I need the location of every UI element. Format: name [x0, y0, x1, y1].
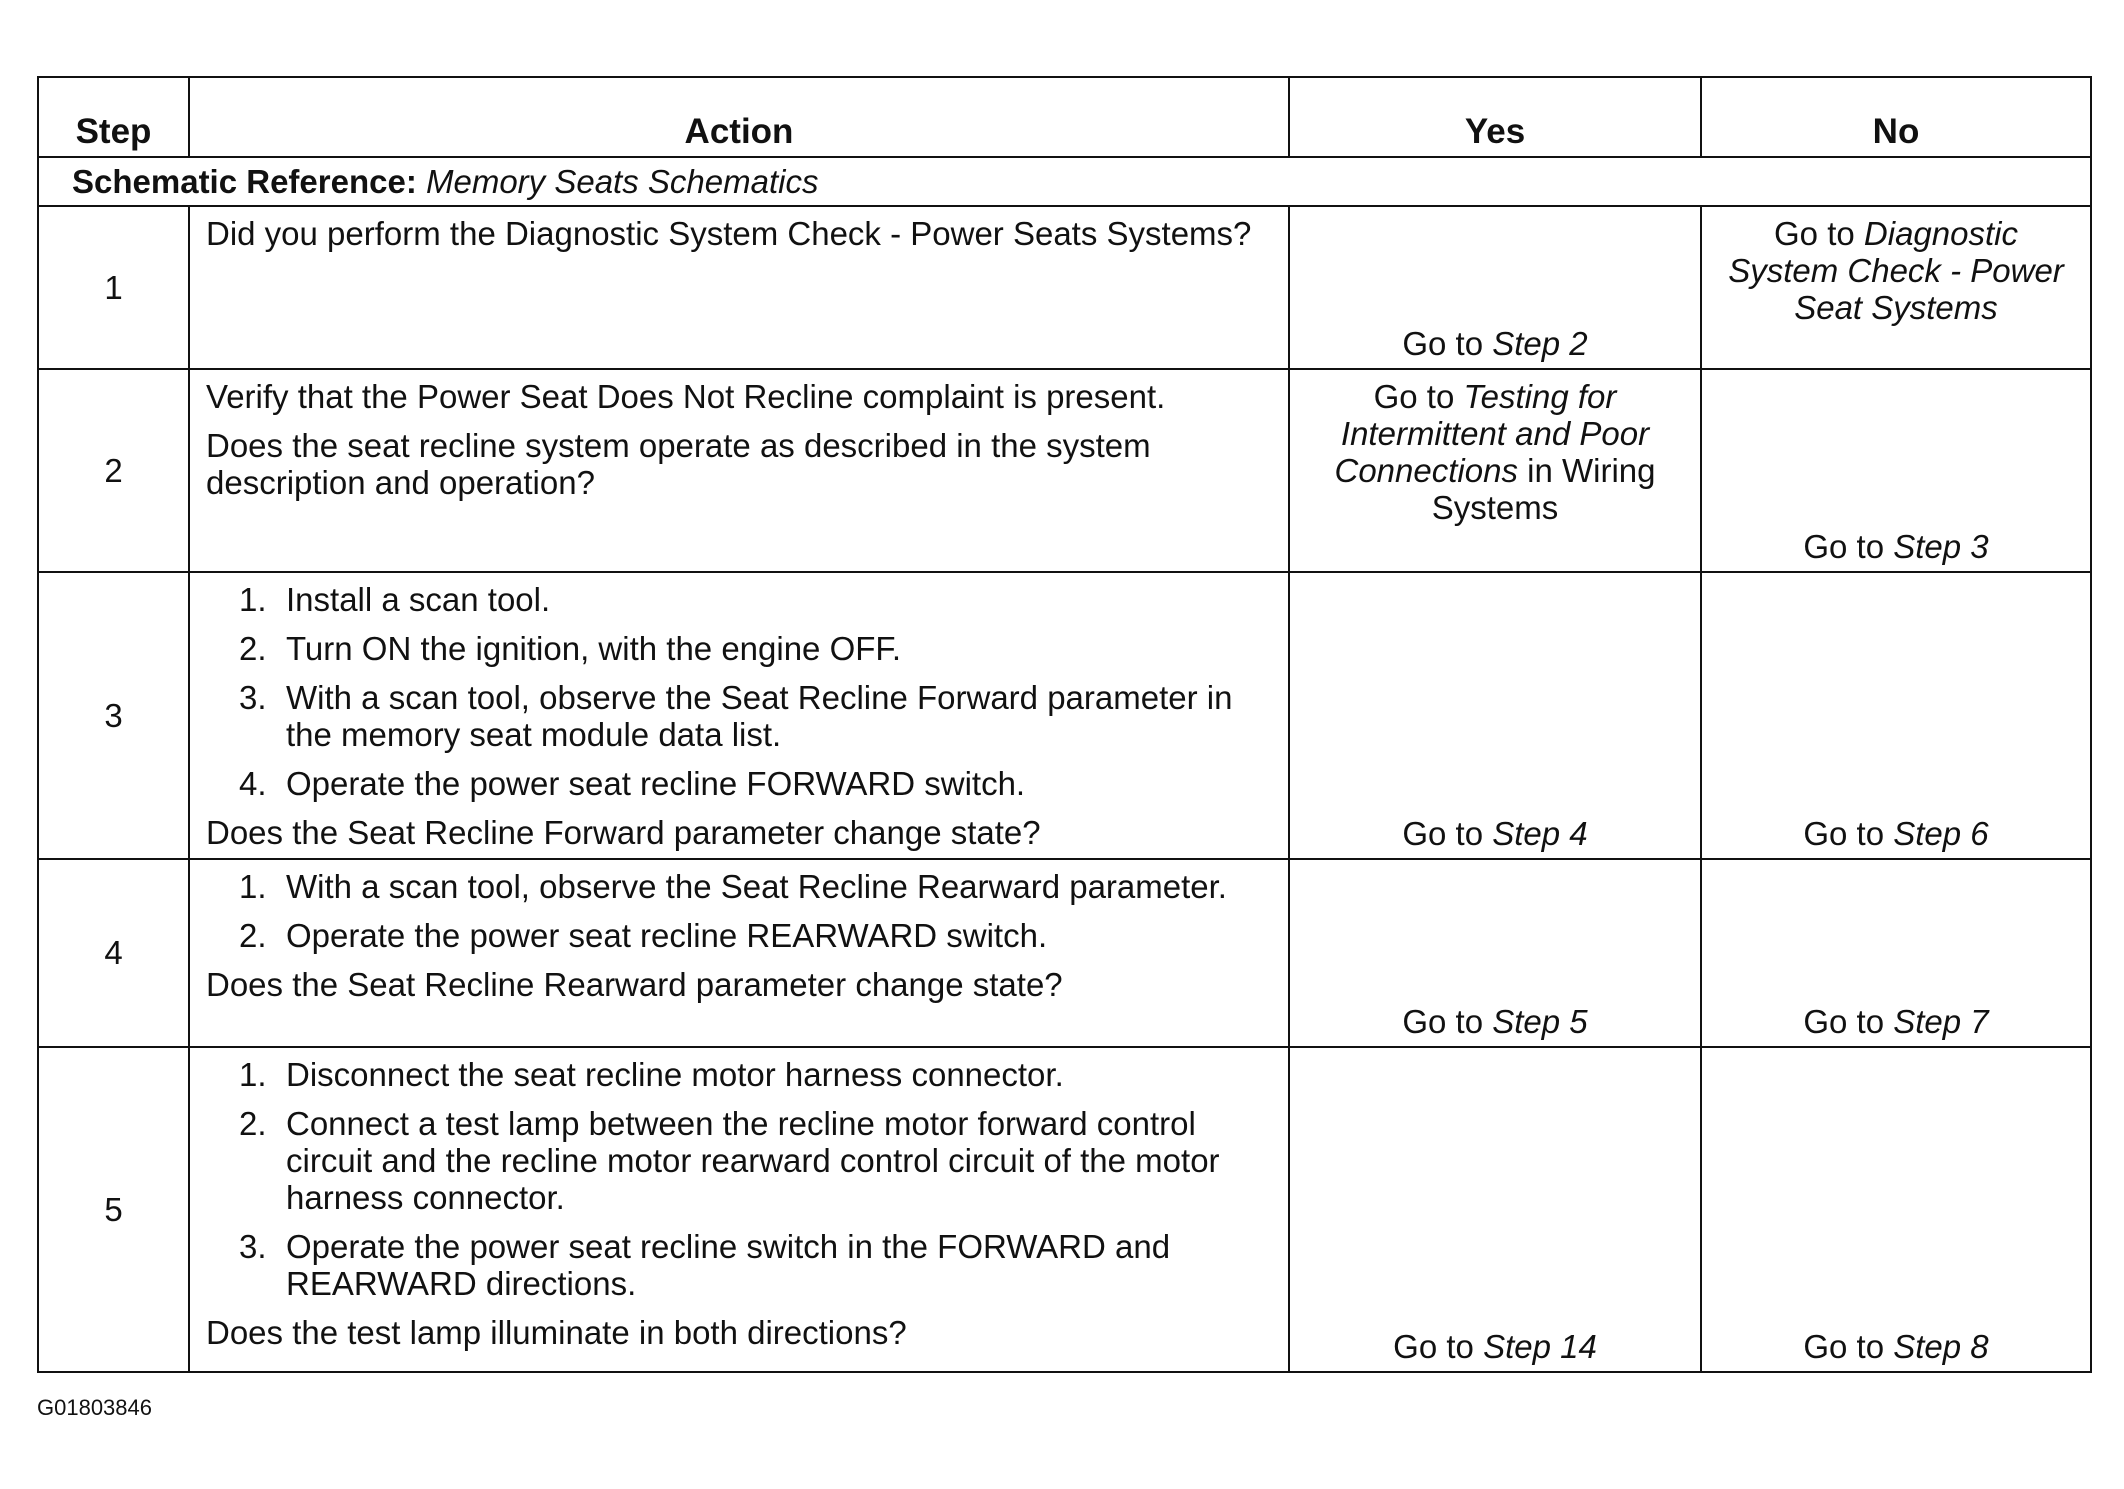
yes-result: Go to Step 14 — [1393, 1328, 1597, 1365]
action-cell — [189, 1047, 1289, 1372]
yes-cell — [1289, 369, 1701, 572]
step-number: 1 — [38, 206, 189, 369]
no-link: Step 8 — [1893, 1328, 1989, 1365]
list-item: 3. With a scan tool, observe the Seat Recline Forward parameter in the memory seat module data list. — [239, 679, 1233, 753]
list-item: 1. Install a scan tool. — [239, 581, 551, 618]
action-cell — [189, 369, 1289, 572]
list-item: 2. Operate the power seat recline REARWARD switch. — [239, 917, 1048, 954]
action-cell — [189, 206, 1289, 369]
procedure-list — [206, 868, 1280, 954]
no-cell — [1701, 369, 2091, 572]
action-cell — [189, 572, 1289, 859]
header-step: Step — [38, 77, 189, 157]
instruction-text: Verify that the Power Seat Does Not Recline complaint is present. — [206, 378, 1166, 415]
question-text: Does the test lamp illuminate in both directions? — [206, 1314, 907, 1351]
step-number: 2 — [38, 369, 189, 572]
yes-link: Step 5 — [1492, 1003, 1588, 1040]
list-item: 1. Disconnect the seat recline motor harness connector. — [239, 1056, 1064, 1093]
table-row — [38, 859, 2091, 1047]
procedure-list — [206, 1056, 1280, 1302]
no-result: Go to Step 3 — [1803, 528, 1989, 565]
list-item: 1. With a scan tool, observe the Seat Recline Rearward parameter. — [239, 868, 1227, 905]
step-number: 4 — [38, 859, 189, 1047]
no-result: Go to Step 7 — [1803, 1003, 1989, 1040]
step-number: 3 — [38, 572, 189, 859]
no-link: Step 6 — [1893, 815, 1989, 852]
yes-result: Go to Step 2 — [1402, 325, 1588, 362]
question-text: Did you perform the Diagnostic System Check - Power Seats Systems? — [206, 215, 1252, 252]
yes-cell — [1289, 572, 1701, 859]
header-yes: Yes — [1289, 77, 1701, 157]
header-row — [38, 77, 2091, 157]
no-cell — [1701, 1047, 2091, 1372]
yes-result: Go to Step 5 — [1402, 1003, 1588, 1040]
no-cell — [1701, 859, 2091, 1047]
table-row — [38, 1047, 2091, 1372]
yes-cell — [1289, 206, 1701, 369]
no-result: Go to Diagnostic System Check - Power Seat Systems — [1728, 215, 2064, 326]
yes-link: Step 2 — [1492, 325, 1588, 362]
diagnostic-table — [37, 76, 2092, 1373]
no-link: Diagnostic System Check - Power Seat Systems — [1728, 215, 2064, 326]
list-item: 2. Turn ON the ignition, with the engine OFF. — [239, 630, 902, 667]
table-row — [38, 572, 2091, 859]
figure-code: G01803846 — [37, 1395, 152, 1420]
no-result: Go to Step 6 — [1803, 815, 1989, 852]
table-row — [38, 369, 2091, 572]
yes-result: Go to Testing for Intermittent and Poor Connections in Wiring Systems — [1334, 378, 1656, 526]
no-link: Step 7 — [1893, 1003, 1989, 1040]
table-row — [38, 206, 2091, 369]
schematic-reference — [38, 157, 2091, 206]
step-number: 5 — [38, 1047, 189, 1372]
yes-link: Step 14 — [1483, 1328, 1597, 1365]
list-item: 3. Operate the power seat recline switch in the FORWARD and REARWARD directions. — [239, 1228, 1171, 1302]
yes-link: Step 4 — [1492, 815, 1588, 852]
schematic-label: Schematic Reference: — [72, 162, 417, 200]
schematic-value: Memory Seats Schematics — [426, 162, 819, 200]
no-cell — [1701, 572, 2091, 859]
header-action: Action — [189, 77, 1289, 157]
question-text: Does the seat recline system operate as described in the system description and operation? — [206, 427, 1151, 501]
question-text: Does the Seat Recline Rearward parameter change state? — [206, 966, 1063, 1003]
yes-cell — [1289, 1047, 1701, 1372]
schematic-row — [38, 157, 2091, 206]
no-cell — [1701, 206, 2091, 369]
list-item: 2. Connect a test lamp between the recline motor forward control circuit and the recline motor rearward control circuit of the motor harness connector. — [239, 1105, 1220, 1216]
yes-link: Testing for Intermittent and Poor Connections — [1334, 378, 1650, 489]
procedure-list — [206, 581, 1280, 802]
list-item: 4. Operate the power seat recline FORWARD switch. — [239, 765, 1026, 802]
no-result: Go to Step 8 — [1803, 1328, 1989, 1365]
header-no: No — [1701, 77, 2091, 157]
yes-cell — [1289, 859, 1701, 1047]
yes-result: Go to Step 4 — [1402, 815, 1588, 852]
action-cell — [189, 859, 1289, 1047]
question-text: Does the Seat Recline Forward parameter change state? — [206, 814, 1041, 851]
no-link: Step 3 — [1893, 528, 1989, 565]
